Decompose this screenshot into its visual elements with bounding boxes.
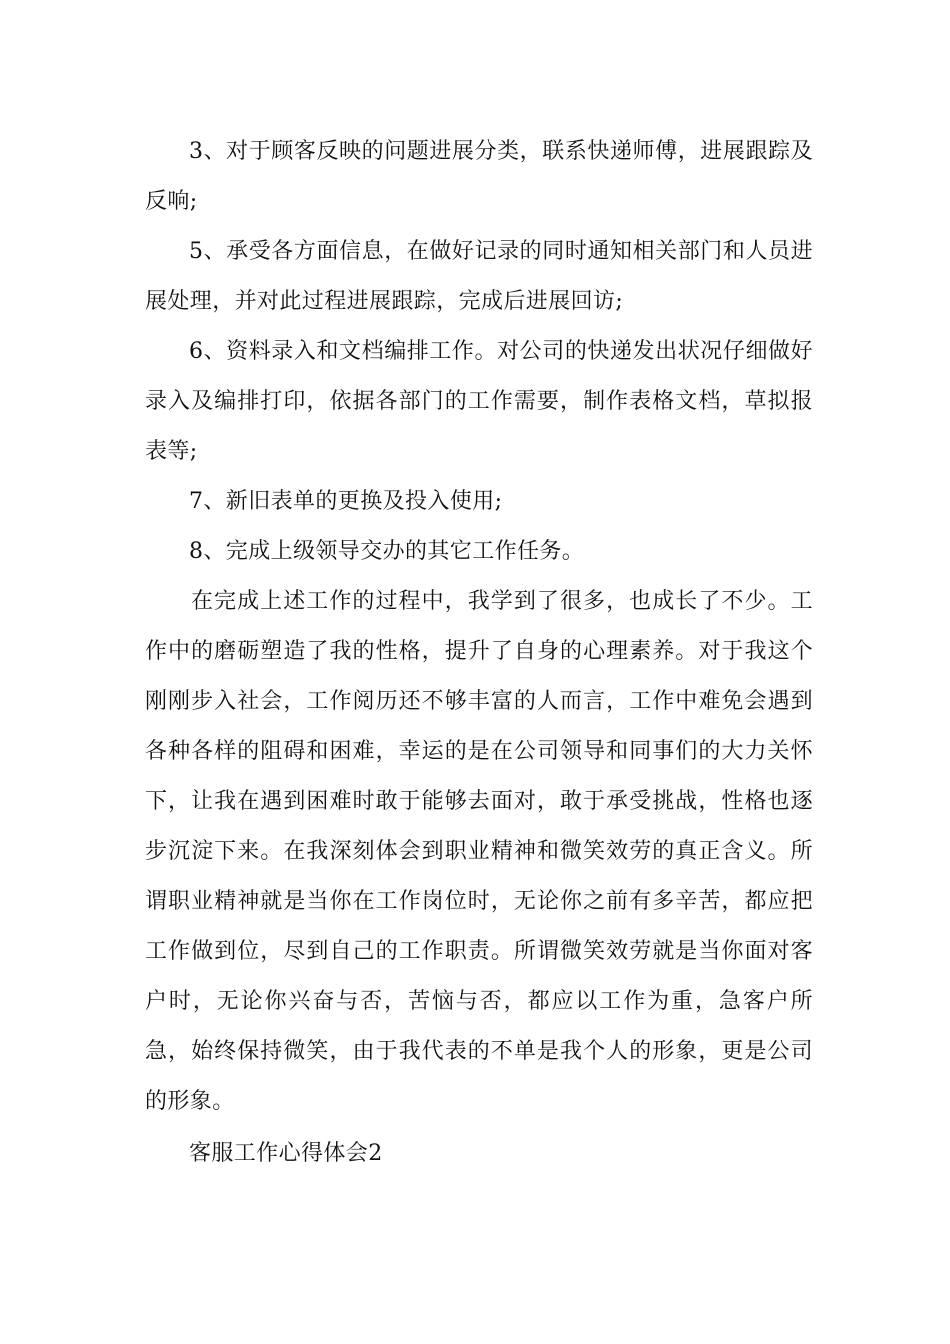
paragraph-item-7: 7、新旧表单的更换及投入使用; (189, 489, 503, 514)
paragraph-reflection: 在完成上述工作的过程中，我学到了很多，也成长了不少。工作中的磨砺塑造了我的性格，提升了自身的心理素养。对于我这个刚刚步入社会，工作阅历还不够丰富的人而言，工作中难免会遇到各种各样的阻碍和困难，幸运的是在公司领导和同事们的大力关怀下，让我在遇到困难时敢于能够去面对，敢于承受挑战，性格也逐步沉淀下来。在我深刻体会到职业精神和微笑效劳的真正含义。所谓职业精神就是当你在工作岗位时，无论你之前有多辛苦，都应把工作做到位，尽到自己的工作职责。所谓微笑效劳就是当你面对客户时，无论你兴奋与否，苦恼与否，都应以工作为重，急客户所急，始终保持微笑，由于我代表的不单是我个人的形象，更是公司的形象。 (145, 589, 813, 1114)
paragraph-item-3: 3、对于顾客反映的问题进展分类，联系快递师傅，进展跟踪及反响; (145, 139, 813, 214)
paragraph-item-5: 5、承受各方面信息，在做好记录的同时通知相关部门和人员进展处理，并对此过程进展跟踪，完成后进展回访; (145, 239, 813, 314)
section-heading: 客服工作心得体会2 (189, 1141, 383, 1166)
paragraph-item-6: 6、资料录入和文档编排工作。对公司的快递发出状况仔细做好录入及编排打印，依据各部门的工作需要，制作表格文档，草拟报表等; (145, 339, 813, 464)
paragraph-item-8: 8、完成上级领导交办的其它工作任务。 (189, 539, 585, 564)
document-body (145, 127, 813, 1179)
